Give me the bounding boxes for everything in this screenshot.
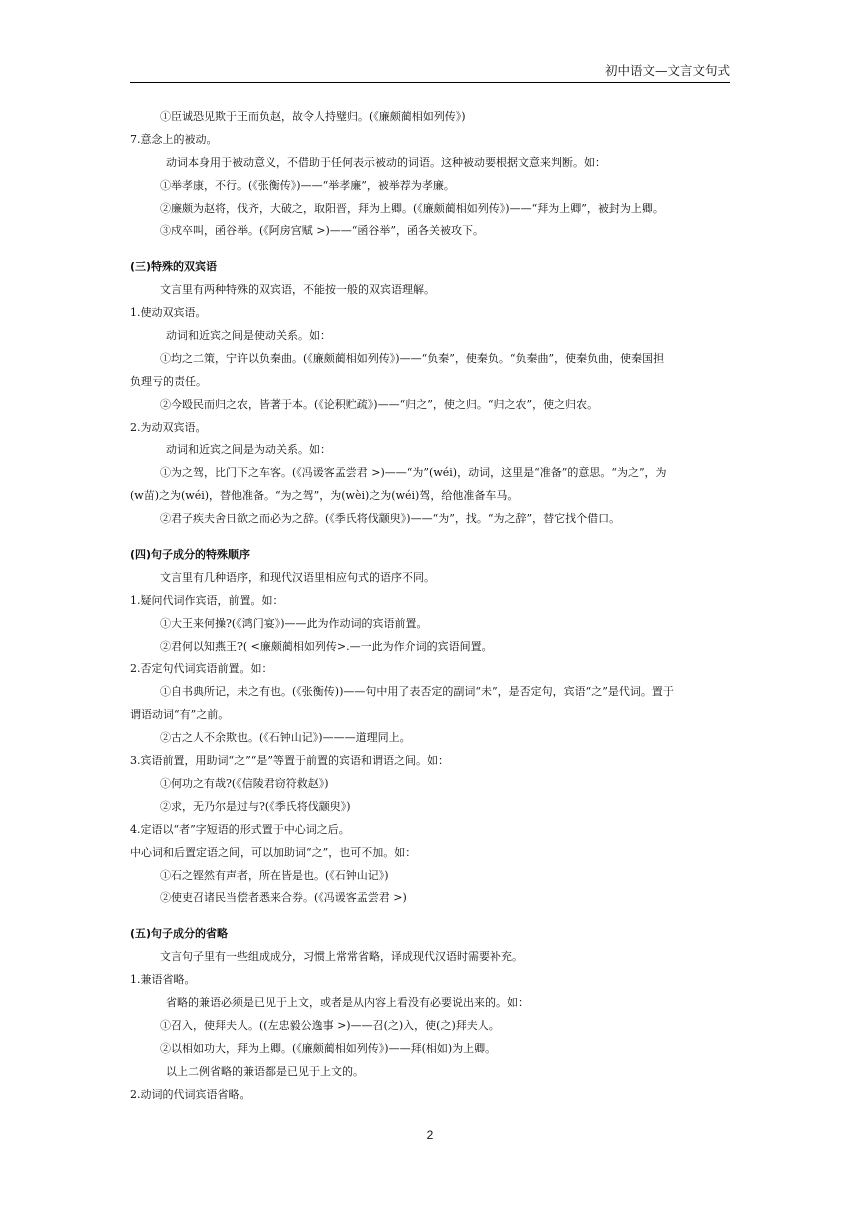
- text-line: 省略的兼语必须是已见于上文，或者是从内容上看没有必要说出来的。如：: [166, 995, 529, 1009]
- text-line: 1.兼语省略。: [130, 973, 196, 987]
- text-line: 谓语动词“有”之前。: [130, 708, 230, 722]
- text-line: ②以相如功大，拜为上卿。(《廉颇蔺相如列传》)——拜(相如)为上卿。: [160, 1041, 497, 1055]
- text-line: 2.为动双宾语。: [130, 420, 207, 434]
- text-line: (w苗)之为(wéi)，替他准备。“为之驾”，为(wèi)之为(wéi)驾，给他准备车马。: [130, 489, 519, 503]
- text-line: 中心词和后置定语之间，可以加助词“之”，也可不加。如：: [130, 845, 417, 859]
- text-line: 2.否定句代词宾语前置。如：: [130, 662, 273, 676]
- page-number: 2: [426, 1128, 434, 1142]
- text-line: 动词和近宾之间是使动关系。如：: [166, 329, 331, 343]
- document-body: [130, 106, 730, 1106]
- section-heading: (三)特殊的双宾语: [130, 260, 218, 274]
- text-line: ①召入，使拜夫人。((左忠毅公逸事 >)——召(之)入，使(之)拜夫人。: [160, 1018, 500, 1032]
- text-line: ①自书典所记，未之有也。(《张衡传))——句中用了表否定的副词“未”，是否定句，宾语“之”是代词。置于: [160, 685, 674, 699]
- text-line: 3.宾语前置，用助词“之”“是”等置于前置的宾语和谓语之间。如：: [130, 754, 449, 768]
- text-line: ③戍卒叫，函谷举。(《阿房宫赋 >)——“函谷举”，函各关被攻下。: [160, 224, 485, 238]
- text-line: ②今殴民而归之农，皆著于本。(《论积贮疏》)——“归之”，使之归。“归之农”，使之归农。: [160, 397, 599, 411]
- text-line: 负理亏的责任。: [130, 374, 207, 388]
- text-line: ②求，无乃尔是过与?(《季氏将伐颛臾》): [160, 799, 351, 813]
- text-line: ②古之人不余欺也。(《石钟山记》)———道理同上。: [160, 731, 411, 745]
- text-line: ①举孝康，不行。(《张衡传》)——“举孝廉”，被举荐为孝廉。: [160, 178, 455, 192]
- text-line: 1.疑问代词作宾语，前置。如：: [130, 593, 284, 607]
- section-heading: (四)句子成分的特殊顺序: [130, 548, 251, 562]
- text-line: 以上二例省略的兼语都是已见于上文的。: [166, 1064, 364, 1078]
- text-line: 文言句子里有一些组成成分，习惯上常常省略，译成现代汉语时需要补充。: [160, 950, 523, 964]
- text-line: ①臣诚恐见欺于王而负赵，故令人持璧归。(《廉颇蔺相如列传》): [160, 110, 466, 123]
- text-line: 7.意念上的被动。: [130, 132, 218, 146]
- running-header: 初中语文—文言文句式: [130, 62, 730, 83]
- text-line: 文言里有两种特殊的双宾语，不能按一般的双宾语理解。: [160, 283, 435, 297]
- text-line: 文言里有几种语序，和现代汉语里相应句式的语序不同。: [160, 570, 435, 584]
- text-line: ②君子疾夫舍日欲之而必为之辞。(《季氏将伐颛臾》)——“为”，找。“为之辞”，替它找个借口。: [160, 512, 621, 526]
- text-line: ②廉颇为赵将，伐齐，大破之，取阳晋，拜为上卿。(《廉颇蔺相如列传》)——“拜为上卿”，被封为上卿。: [160, 201, 664, 215]
- text-line: ①为之驾，比门下之车客。(《冯谖客孟尝君 >)——“为”(wéi)，动词，这里是“准备”的意思。“为之”，为: [160, 466, 667, 480]
- text-line: ①均之二策，宁许以负秦曲。(《廉颇蔺相如列传》)——“负秦”，使秦负。“负秦曲”，使秦负曲，使秦国担: [160, 351, 665, 365]
- text-line: 1.使动双宾语。: [130, 306, 207, 320]
- text-line: 动词和近宾之间是为动关系。如：: [166, 443, 331, 457]
- text-line: ①何功之有哉?(《信陵君窃符救赵》): [160, 776, 329, 790]
- text-line: 动词本身用于被动意义，不借助于任何表示被动的词语。这种被动要根据文意来判断。如：: [166, 155, 606, 169]
- text-line: 4.定语以“者”字短语的形式置于中心词之后。: [130, 822, 350, 836]
- text-line: ②使吏召诸民当偿者悉来合券。(《冯谖客孟尝君 >): [160, 891, 407, 905]
- section-heading: (五)句子成分的省略: [130, 927, 229, 941]
- text-line: ①石之铿然有声者，所在皆是也。(《石钟山记》): [160, 868, 389, 882]
- text-line: ①大王来何操?(《鸿门宴》)——此为作动词的宾语前置。: [160, 616, 428, 630]
- text-line: ②君何以知燕王?( <廉颇蔺相如列传>.—一此为作介词的宾语间置。: [160, 639, 493, 653]
- text-line: 2.动词的代词宾语省略。: [130, 1087, 251, 1101]
